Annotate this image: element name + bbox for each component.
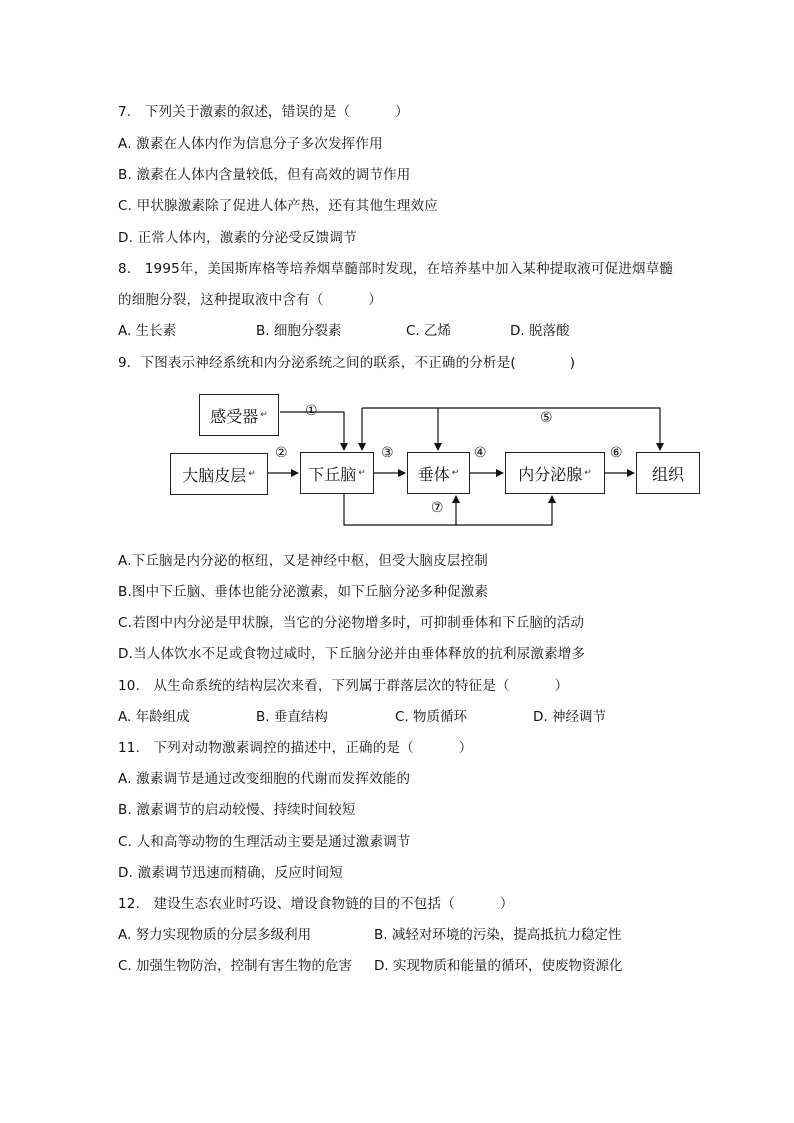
label-3: ③ — [381, 445, 394, 461]
box-pituitary-label: 垂体 — [417, 464, 450, 484]
return-mark: ↵ — [260, 410, 268, 420]
label-2: ② — [275, 445, 288, 461]
q9-option-a: A.下丘脑是内分泌的枢纽，又是神经中枢，但受大脑皮层控制 — [118, 553, 488, 569]
return-mark: ↵ — [451, 468, 460, 478]
q8-option-d: D. 脱落酸 — [510, 323, 570, 339]
q10-stem: 10. 从生命系统的结构层次来看，下列属于群落层次的特征是（ ） — [118, 678, 569, 694]
q7-option-b: B. 激素在人体内含量较低，但有高效的调节作用 — [118, 167, 411, 183]
arrow-5-to-tissue — [362, 408, 660, 450]
q10-option-b: B. 垂直结构 — [256, 709, 328, 725]
q11-option-d: D. 激素调节迅速而精确，反应时间短 — [118, 865, 344, 881]
q8-option-c: C. 乙烯 — [406, 323, 452, 339]
label-7: ⑦ — [431, 500, 444, 516]
box-cortex-label: 大脑皮层 — [182, 465, 247, 485]
q10-option-a: A. 年龄组成 — [118, 709, 190, 725]
label-6: ⑥ — [610, 445, 623, 461]
q7-option-d: D. 正常人体内，激素的分泌受反馈调节 — [118, 230, 357, 246]
q11-option-b: B. 激素调节的启动较慢、持续时间较短 — [118, 802, 356, 818]
box-cortex — [170, 453, 268, 495]
q8-option-b: B. 细胞分裂素 — [256, 323, 342, 339]
box-gland — [505, 452, 605, 494]
q9-option-d: D.当人体饮水不足或食物过咸时，下丘脑分泌并由垂体释放的抗利尿激素增多 — [118, 646, 586, 662]
box-pituitary — [407, 452, 470, 494]
q7-option-c: C. 甲状腺激素除了促进人体产热，还有其他生理效应 — [118, 198, 439, 214]
q12-stem: 12. 建设生态农业时巧设、增设食物链的目的不包括（ ） — [118, 896, 514, 912]
return-mark: ↵ — [584, 468, 592, 478]
arrow-7-to-gland — [344, 494, 552, 525]
label-4: ④ — [474, 445, 487, 461]
q8-stem-line2: 的细胞分裂，这种提取液中含有（ ） — [118, 292, 383, 308]
q10-option-c: C. 物质循环 — [395, 709, 468, 725]
q10-option-d: D. 神经调节 — [533, 709, 606, 725]
q12-option-c: C. 加强生物防治，控制有害生物的危害 — [118, 958, 353, 974]
return-mark: ↵ — [248, 469, 256, 479]
box-receptor-label: 感受器 — [210, 406, 259, 426]
q9-stem: 9．下图表示神经系统和内分泌系统之间的联系，不正确的分析是( ) — [118, 355, 576, 371]
box-tissue-label: 组织 — [651, 464, 684, 484]
q12-option-d: D. 实现物质和能量的循环，使废物资源化 — [374, 958, 623, 974]
q8-stem-line1: 8. 1995年，美国斯库格等培养烟草髓部时发现，在培养基中加入某种提取液可促进烟草髓 — [118, 261, 674, 277]
box-hypothalamus-label: 下丘脑 — [308, 464, 357, 484]
q9-diagram — [168, 390, 708, 530]
q7-stem: 7. 下列关于激素的叙述，错误的是（ ） — [118, 104, 409, 120]
label-1: ① — [305, 403, 318, 419]
label-5: ⑤ — [540, 410, 553, 426]
q8-option-a: A. 生长素 — [118, 323, 177, 339]
box-receptor — [199, 394, 279, 436]
q7-option-a: A. 激素在人体内作为信息分子多次发挥作用 — [118, 136, 383, 152]
q11-option-a: A. 激素调节是通过改变细胞的代谢而发挥效能的 — [118, 771, 411, 787]
q9-option-c: C.若图中内分泌是甲状腺，当它的分泌物增多时，可抑制垂体和下丘脑的活动 — [118, 615, 585, 631]
q9-option-b: B.图中下丘脑、垂体也能分泌激素，如下丘脑分泌多种促激素 — [118, 584, 489, 600]
q11-stem: 11. 下列对动物激素调控的描述中，正确的是（ ） — [118, 740, 473, 756]
box-tissue — [636, 452, 700, 494]
box-hypothalamus — [300, 452, 374, 494]
box-gland-label: 内分泌腺 — [518, 464, 583, 484]
return-mark: ↵ — [358, 468, 366, 478]
q12-option-b: B. 减轻对环境的污染，提高抵抗力稳定性 — [374, 927, 622, 943]
q11-option-c: C. 人和高等动物的生理活动主要是通过激素调节 — [118, 834, 411, 850]
q12-option-a: A. 努力实现物质的分层多级利用 — [118, 927, 312, 943]
